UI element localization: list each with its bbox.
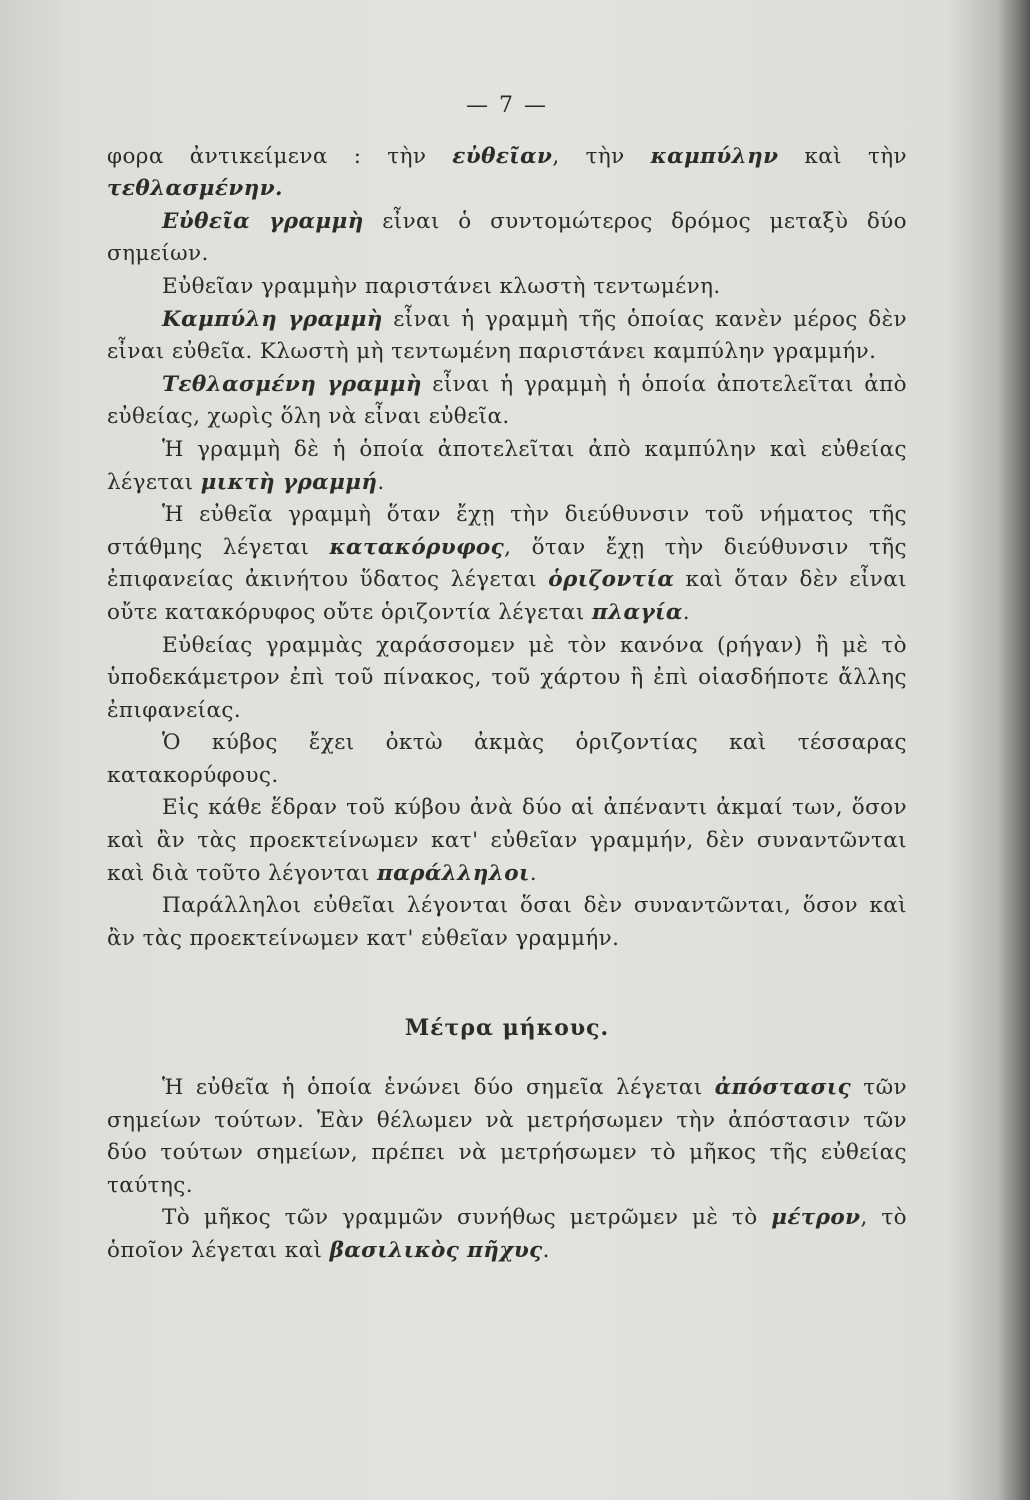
body-text-section (107, 141, 907, 956)
emphasized-term: Καμπύλη γραμμὴ (162, 306, 383, 332)
paragraph (107, 434, 907, 499)
text-run: Εὐθείας γραμμὰς χαράσσομεν μὲ τὸν κανόνα (ρήγαν) ἢ μὲ τὸ ὑποδεκάμετρον ἐπὶ τοῦ πίνακος, τοῦ χάρτου ἢ ἐπὶ οἱασδήποτε ἄλλης ἐπιφανείας. (107, 632, 907, 723)
text-run: , τὴν (552, 143, 651, 169)
emphasized-term: καμπύλην (650, 143, 779, 169)
text-run: , τὸ ὁποῖον λέγεται καὶ (107, 1205, 908, 1263)
paragraph (107, 630, 907, 728)
text-run: εἶναι ἡ γραμμὴ ἡ ὁποία ἀποτελεῖται ἀπὸ εὐθείας, χωρὶς ὅλη νὰ εἶναι εὐθεῖα. (107, 371, 907, 430)
paragraph (107, 141, 907, 206)
emphasized-term: πλαγία (591, 599, 683, 625)
paragraph (107, 1202, 907, 1267)
text-run: . (682, 599, 691, 625)
text-run: , ὅταν ἔχῃ τὴν διεύθυνσιν τῆς ἐπιφανείας ἀκινήτου ὕδατος λέγεται (107, 534, 907, 593)
emphasized-term: μέτρον (771, 1205, 861, 1231)
text-run: Τὸ μῆκος τῶν γραμμῶν συνήθως μετρῶμεν μὲ τὸ (162, 1205, 772, 1231)
paragraph (107, 304, 907, 369)
emphasized-term: κατακόρυφος (329, 534, 505, 560)
paragraph (107, 369, 907, 434)
paragraph (107, 890, 907, 955)
paragraph (107, 499, 907, 629)
emphasized-term: Εὐθεῖα γραμμὴ (162, 208, 364, 234)
text-run: Ἡ εὐθεῖα γραμμὴ ὅταν ἔχῃ τὴν διεύθυνσιν τοῦ νήματος τῆς στάθμης λέγεται (107, 502, 907, 560)
text-run: Παράλληλοι εὐθεῖαι λέγονται ὅσαι δὲν συναντῶνται, ὅσον καὶ ἂν τὰς προεκτείνωμεν κατ' εὐθεῖαν γραμμήν. (107, 893, 907, 951)
text-run: Εἰς κάθε ἕδραν τοῦ κύβου ἀνὰ δύο αἱ ἀπέναντι ἀκμαί των, ὅσον καὶ ἂν τὰς προεκτείνωμεν κατ' εὐθεῖαν γραμμήν, δὲν συναντῶνται καὶ διὰ τοῦτο λέγονται (107, 795, 907, 886)
emphasized-term: τεθλασμένην. (107, 176, 283, 202)
page-text (107, 90, 907, 1268)
text-run: Ἡ εὐθεῖα ἡ ὁποία ἑνώνει δύο σημεῖα λέγεται (162, 1075, 715, 1101)
text-run: . (377, 469, 385, 495)
paragraph (107, 206, 907, 271)
emphasized-term: εὐθεῖαν (452, 143, 553, 169)
section-heading: Μέτρα μήκους. (404, 1015, 610, 1042)
paragraph (107, 1072, 907, 1202)
text-run: . (529, 860, 538, 886)
text-run: καὶ ὅταν δὲν εἶναι οὔτε κατακόρυφος οὔτε ὁριζοντία λέγεται (107, 567, 907, 625)
emphasized-term: παράλληλοι (377, 860, 530, 886)
emphasized-term: ἀπόστασις (714, 1075, 852, 1101)
text-run: Ἡ γραμμὴ δὲ ἡ ὁποία ἀποτελεῖται ἀπὸ καμπύλην καὶ εὐθείας λέγεται (107, 436, 907, 495)
text-run: φορα ἀντικείμενα : τὴν (107, 143, 453, 169)
text-run: καὶ τὴν (778, 143, 907, 169)
text-run: . (542, 1238, 550, 1263)
emphasized-term: ὁριζοντία (548, 567, 675, 593)
text-run: Εὐθεῖαν γραμμὴν παριστάνει κλωστὴ τεντωμένη. (162, 273, 721, 299)
text-run: Ὁ κύβος ἔχει ὀκτὼ ἀκμὰς ὁριζοντίας καὶ τέσσαρας κατακορύφους. (107, 730, 907, 788)
text-run: εἶναι ὁ συντομώτερος δρόμος μεταξὺ δύο σημείων. (107, 208, 907, 267)
paragraph (107, 727, 907, 792)
emphasized-term: Τεθλασμένη γραμμὴ (162, 371, 422, 397)
body-text-section-2 (107, 1072, 907, 1268)
paragraph (107, 271, 907, 304)
emphasized-term: βασιλικὸς πῆχυς (329, 1238, 543, 1263)
page-number: — 7 — (466, 93, 548, 118)
emphasized-term: μικτὴ γραμμή (200, 469, 378, 495)
text-run: τῶν σημείων τούτων. Ἐὰν θέλωμεν νὰ μετρήσωμεν τὴν ἀπόστασιν τῶν δύο τούτων σημείων, πρέπει νὰ μετρήσωμεν τὸ μῆκος τῆς εὐθείας ταύτης. (107, 1075, 907, 1198)
text-run: εἶναι ἡ γραμμὴ τῆς ὁποίας κανὲν μέρος δὲν εἶναι εὐθεῖα. Κλωστὴ μὴ τεντωμένη παριστάνει καμπύλην γραμμήν. (107, 306, 907, 365)
paragraph (107, 792, 907, 890)
